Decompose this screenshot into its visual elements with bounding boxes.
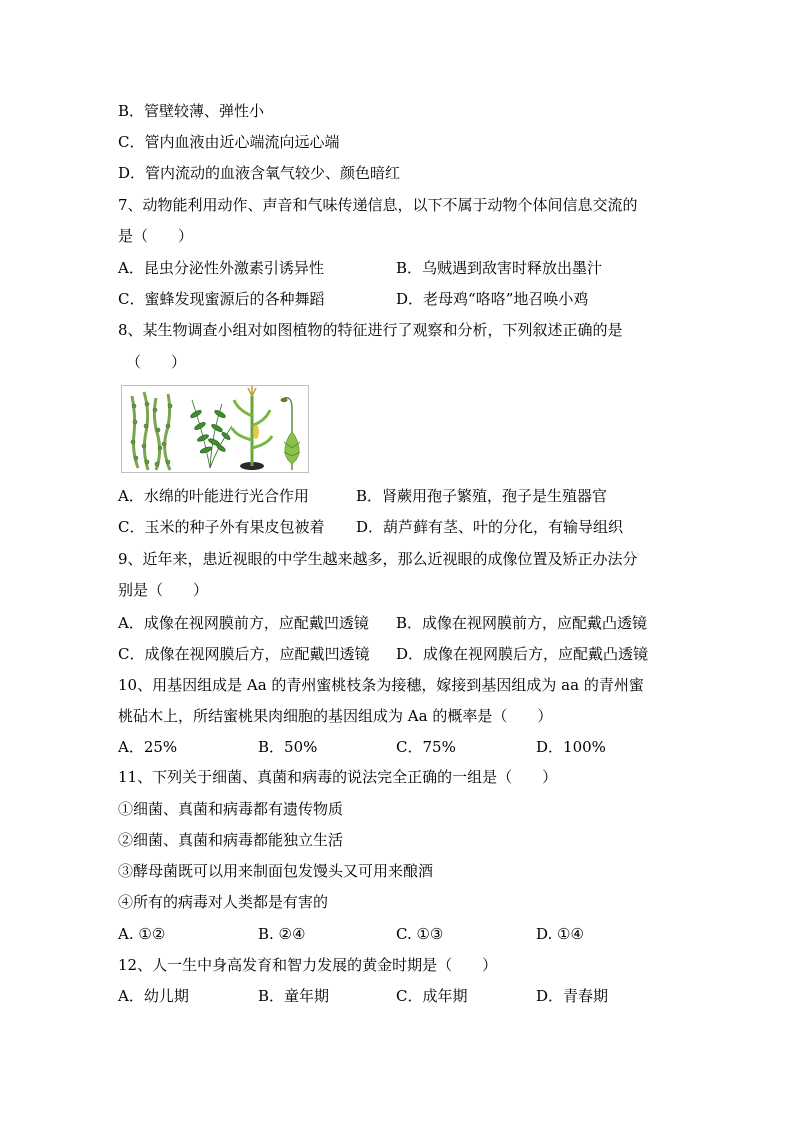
q7-option-a: A．昆虫分泌性外激素引诱异性 <box>118 259 324 277</box>
fern-illustration <box>190 400 232 468</box>
q8-option-c: C．玉米的种子外有果皮包被着 <box>118 518 325 536</box>
q6-option-d: D．管内流动的血液含氧气较少、颜色暗红 <box>118 164 401 182</box>
q7-stem-line1: 7、动物能利用动作、声音和气味传递信息，以下不属于动物个体间信息交流的 <box>118 196 638 214</box>
spirogyra-illustration <box>131 392 172 470</box>
q11-statement-1: ①细菌、真菌和病毒都有遗传物质 <box>118 800 344 818</box>
q8-option-d: D．葫芦藓有茎、叶的分化，有输导组织 <box>356 518 624 536</box>
q7-option-d: D．老母鸡“咯咯”地召唤小鸡 <box>396 290 589 308</box>
q11-option-d: D. ①④ <box>536 925 584 943</box>
q12-option-c: C．成年期 <box>396 987 468 1005</box>
q8-option-a: A．水绵的叶能进行光合作用 <box>118 487 309 505</box>
q6-option-c: C．管内血液由近心端流向远心端 <box>118 133 340 151</box>
q10-option-a: A．25% <box>118 738 178 756</box>
q11-stem: 11、下列关于细菌、真菌和病毒的说法完全正确的一组是（ ） <box>118 768 558 786</box>
q9-stem-line2: 别是（ ） <box>118 581 209 599</box>
q8-stem-line2: （ ） <box>126 353 187 371</box>
q6-option-b: B．管壁较薄、弹性小 <box>118 102 265 120</box>
moss-illustration <box>281 398 301 470</box>
q10-stem-line2: 桃砧木上，所结蜜桃果肉细胞的基因组成为 Aa 的概率是（ ） <box>118 707 553 725</box>
q10-stem-line1: 10、用基因组成是 Aa 的青州蜜桃枝条为接穗，嫁接到基因组成为 aa 的青州蜜 <box>118 676 644 694</box>
q10-option-b: B．50% <box>258 738 318 756</box>
plant-illustrations <box>122 386 308 472</box>
q11-option-a: A. ①② <box>118 925 166 943</box>
corn-illustration <box>232 386 272 470</box>
q9-option-a: A．成像在视网膜前方，应配戴凹透镜 <box>118 614 369 632</box>
q8-option-b: B．肾蕨用孢子繁殖，孢子是生殖器官 <box>356 487 608 505</box>
q10-option-d: D．100% <box>536 738 606 756</box>
q12-option-a: A．幼儿期 <box>118 987 189 1005</box>
q12-option-b: B．童年期 <box>258 987 330 1005</box>
q11-statement-2: ②细菌、真菌和病毒都能独立生活 <box>118 831 344 849</box>
q10-option-c: C．75% <box>396 738 456 756</box>
q11-option-b: B. ②④ <box>258 925 306 943</box>
q11-option-c: C. ①③ <box>396 925 444 943</box>
q7-stem-line2: 是（ ） <box>118 227 194 245</box>
q12-stem: 12、人一生中身高发育和智力发展的黄金时期是（ ） <box>118 956 498 974</box>
q7-option-c: C．蜜蜂发现蜜源后的各种舞蹈 <box>118 290 325 308</box>
q9-option-c: C．成像在视网膜后方，应配戴凹透镜 <box>118 645 370 663</box>
q11-statement-4: ④所有的病毒对人类都是有害的 <box>118 893 329 911</box>
q9-option-b: B．成像在视网膜前方，应配戴凸透镜 <box>396 614 648 632</box>
q7-option-b: B．乌贼遇到敌害时释放出墨汁 <box>396 259 603 277</box>
q9-stem-line1: 9、近年来，患近视眼的中学生越来越多，那么近视眼的成像位置及矫正办法分 <box>118 550 638 568</box>
q8-stem-line1: 8、某生物调查小组对如图植物的特征进行了观察和分析，下列叙述正确的是 <box>118 321 623 339</box>
q12-option-d: D．青春期 <box>536 987 609 1005</box>
plant-figure <box>121 385 309 473</box>
q11-statement-3: ③酵母菌既可以用来制面包发馒头又可用来酿酒 <box>118 862 434 880</box>
q9-option-d: D．成像在视网膜后方，应配戴凸透镜 <box>396 645 649 663</box>
